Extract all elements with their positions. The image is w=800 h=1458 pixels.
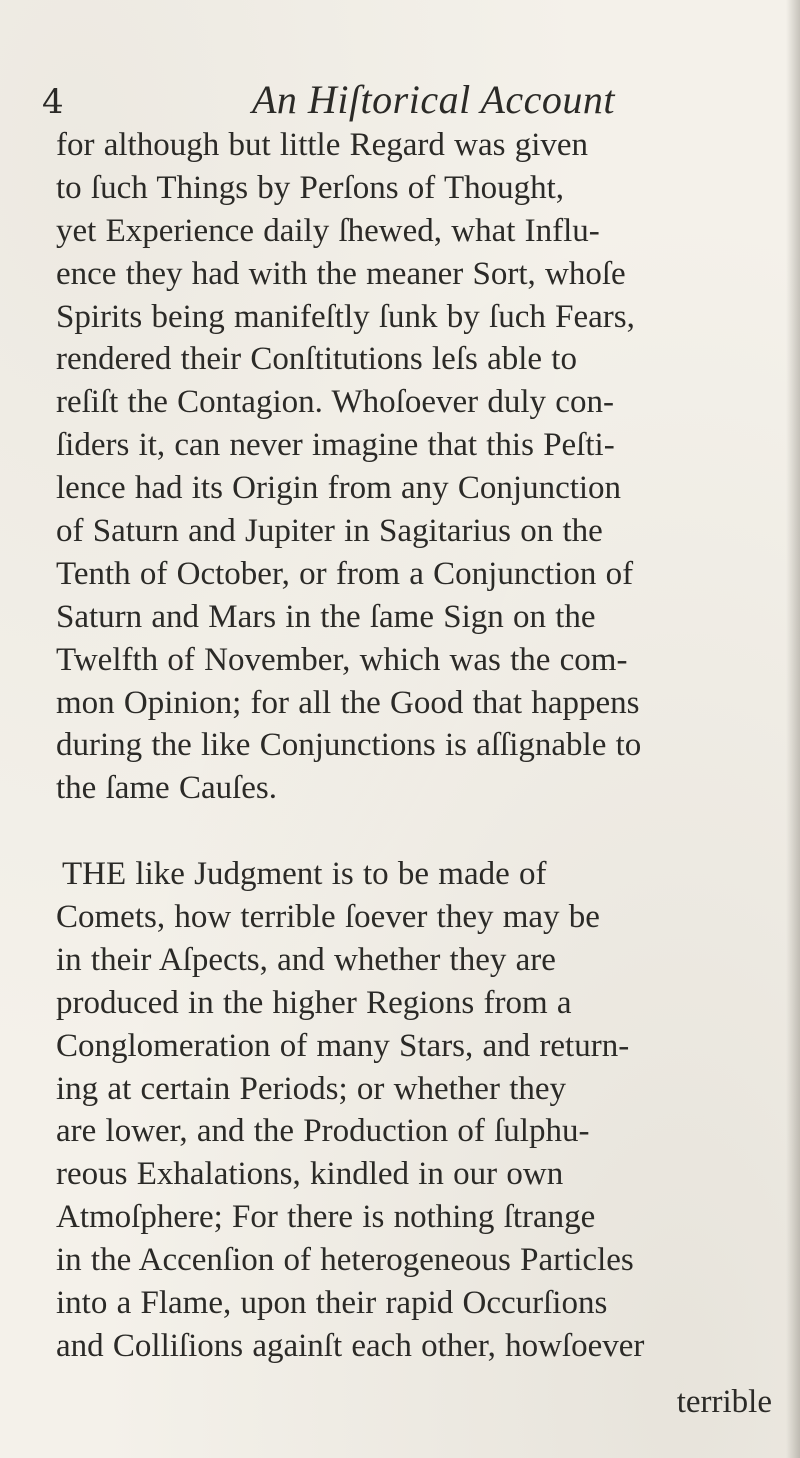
text-line: ence they had with the meaner Sort, whoſe bbox=[56, 255, 626, 292]
text-line: mon Opinion; for all the Good that happens bbox=[56, 684, 640, 721]
text-line: reous Exhalations, kindled in our own bbox=[56, 1156, 564, 1193]
text-line: for although but little Regard was given bbox=[56, 127, 589, 163]
paragraph-1 bbox=[56, 124, 772, 810]
text-line: produced in the higher Regions from a bbox=[56, 984, 572, 1021]
text-line: are lower, and the Production of ſulphu- bbox=[56, 1113, 590, 1150]
text-line: into a Flame, upon their rapid Occurſions bbox=[56, 1285, 608, 1322]
text-line: Saturn and Mars in the ſame Sign on the bbox=[56, 598, 596, 635]
text-line: Twelfth of November, which was the com- bbox=[56, 641, 628, 678]
text-line: to ſuch Things by Perſons of Thought, bbox=[56, 169, 565, 206]
text-line: in the Accenſion of heterogeneous Particles bbox=[56, 1242, 634, 1279]
text-line: and Colliſions againſt each other, howſoever bbox=[56, 1327, 645, 1364]
text-line: of Saturn and Jupiter in Sagitarius on the bbox=[56, 513, 603, 550]
paragraph-gap bbox=[56, 810, 772, 853]
body-text bbox=[56, 124, 772, 1368]
text-line: reſiſt the Contagion. Whoſoever duly con- bbox=[56, 384, 614, 421]
page-edge-shadow bbox=[786, 0, 800, 1458]
paragraph-2 bbox=[56, 853, 772, 1368]
text-line: lence had its Origin from any Conjunction bbox=[56, 470, 622, 507]
text-line: ſiders it, can never imagine that this Peſti- bbox=[56, 427, 615, 464]
text-line: rendered their Conſtitutions leſs able to bbox=[56, 341, 577, 378]
running-title: An Hiſtorical Account bbox=[252, 77, 616, 122]
text-line: THE like Judgment is to be made of bbox=[62, 856, 547, 893]
page-header bbox=[42, 78, 762, 128]
text-line: yet Experience daily ſhewed, what Influ- bbox=[56, 212, 600, 249]
catchword: terrible bbox=[676, 1384, 772, 1420]
text-line: during the like Conjunctions is aſſignable to bbox=[56, 727, 642, 764]
text-line: Atmoſphere; For there is nothing ſtrange bbox=[56, 1199, 596, 1236]
page-number: 4 bbox=[42, 82, 64, 122]
text-line: Tenth of October, or from a Conjunction of bbox=[56, 555, 634, 592]
text-line: Comets, how terrible ſoever they may be bbox=[56, 899, 600, 936]
text-line: Spirits being manifeſtly ſunk by ſuch Fears, bbox=[56, 298, 635, 335]
text-line: the ſame Cauſes. bbox=[56, 770, 278, 807]
text-line: in their Aſpects, and whether they are bbox=[56, 941, 556, 978]
text-line: ing at certain Periods; or whether they bbox=[56, 1070, 567, 1107]
text-line: Conglomeration of many Stars, and return- bbox=[56, 1027, 630, 1064]
